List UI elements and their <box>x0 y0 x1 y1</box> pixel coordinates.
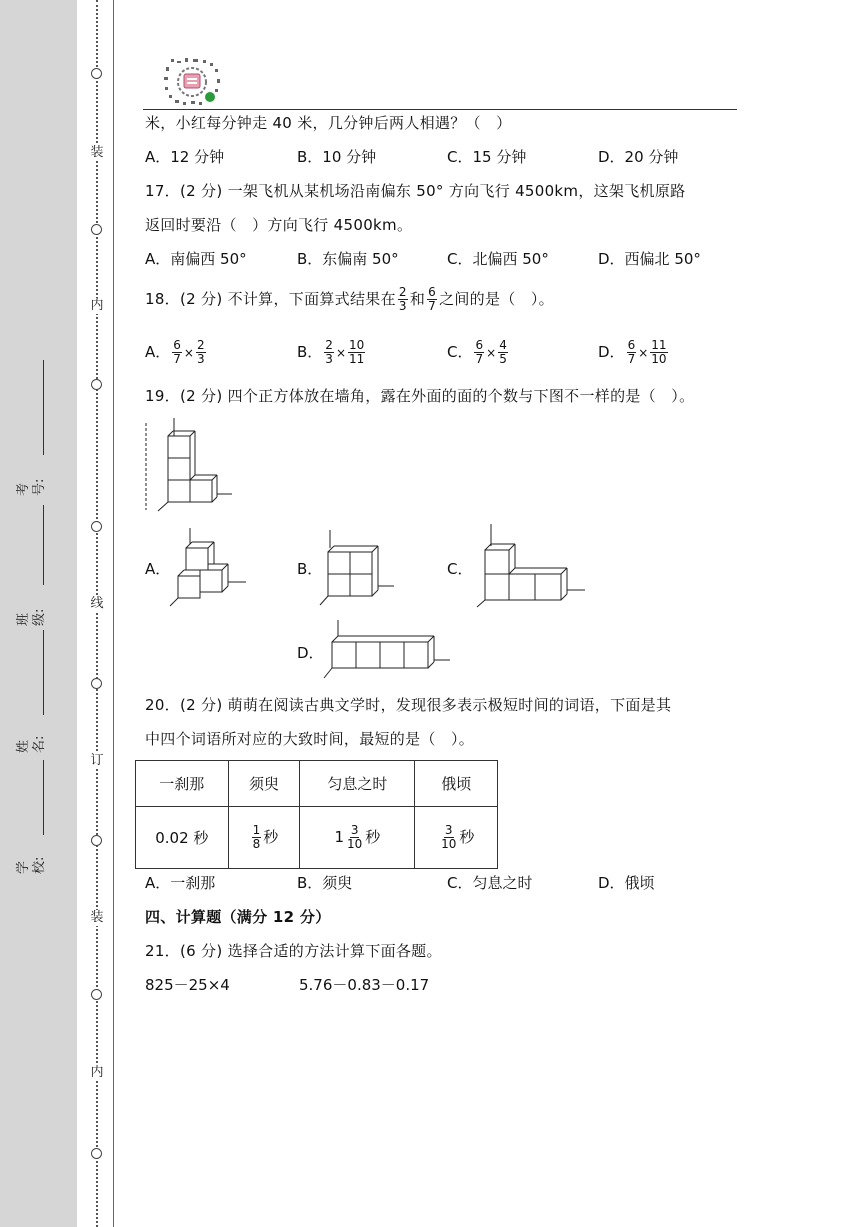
q19-text: 19．(2 分) 四个正方体放在墙角，露在外面的面的个数与下图不一样的是（ ）。 <box>145 387 695 405</box>
school-field[interactable] <box>43 760 44 835</box>
qr-code-icon <box>163 57 223 107</box>
q17-text-line2: 返回时要沿（ ）方向飞行 4500km。 <box>145 216 413 234</box>
q18-fraction-upper: $\frac{6}{7}$ <box>428 285 437 313</box>
q18-option-c[interactable]: C． $\frac{6}{7}$ × $\frac{4}{5}$ <box>447 338 507 366</box>
table-cell: $\frac{3}{10}$ 秒 <box>415 807 498 869</box>
binding-hole-icon <box>91 835 102 846</box>
binding-hole-icon <box>91 678 102 689</box>
school-label: 学校: <box>16 856 47 874</box>
q17-option-a[interactable]: A．南偏西 50° <box>145 250 247 268</box>
q19-option-d-label[interactable]: D． <box>297 644 324 662</box>
table-row <box>136 807 498 869</box>
binding-char: 内 <box>87 298 107 314</box>
q17-text-line1: 17．(2 分) 一架飞机从某机场沿南偏东 50° 方向飞行 4500km，这架飞机原路 <box>145 182 686 200</box>
q18-text-mid: 和 <box>409 290 426 308</box>
q18-text-pre: 18．(2 分) 不计算，下面算式结果在 <box>145 290 396 308</box>
q16-option-a[interactable]: A．12 分钟 <box>145 148 225 166</box>
q18-text-post: 之间的是（ ）。 <box>439 290 554 308</box>
binding-char: 装 <box>87 910 107 926</box>
table-header-cell: 一刹那 <box>136 761 229 807</box>
q16-option-b[interactable]: B．10 分钟 <box>297 148 377 166</box>
binding-strip <box>77 0 113 1227</box>
name-field[interactable] <box>43 630 44 715</box>
q19-option-a-figure[interactable] <box>168 528 253 610</box>
q20-option-d[interactable]: D．俄顷 <box>598 874 655 892</box>
exam-no-field[interactable] <box>43 360 44 455</box>
table-cell: 0.02 秒 <box>136 807 229 869</box>
q21-text: 21．(6 分) 选择合适的方法计算下面各题。 <box>145 942 442 960</box>
q18-option-b[interactable]: B． $\frac{2}{3}$ × $\frac{10}{11}$ <box>297 338 365 366</box>
page-edge-line <box>113 0 114 1227</box>
binding-dotted-line <box>96 0 98 1227</box>
binding-char: 订 <box>87 753 107 769</box>
q19-option-a-label[interactable]: A． <box>145 560 171 578</box>
header-rule <box>143 109 737 110</box>
binding-hole-icon <box>91 1148 102 1159</box>
table-header-cell: 匀息之时 <box>300 761 415 807</box>
q20-time-table <box>135 760 498 869</box>
q19-option-d-figure[interactable] <box>322 620 452 682</box>
binding-hole-icon <box>91 521 102 532</box>
binding-char: 装 <box>87 145 107 161</box>
class-label: 班级: <box>16 608 47 626</box>
q19-option-b-label[interactable]: B． <box>297 560 323 578</box>
q19-reference-cubes-figure <box>140 418 240 513</box>
q21-expression-1: 825－25×4 <box>145 976 230 994</box>
binding-hole-icon <box>91 989 102 1000</box>
q20-option-c[interactable]: C．匀息之时 <box>447 874 533 892</box>
class-field[interactable] <box>43 505 44 585</box>
table-cell: $\frac{1}{8}$ 秒 <box>228 807 300 869</box>
q17-option-d[interactable]: D．西偏北 50° <box>598 250 701 268</box>
binding-char: 内 <box>87 1065 107 1081</box>
q16-option-c[interactable]: C．15 分钟 <box>447 148 527 166</box>
q19-option-c-label[interactable]: C． <box>447 560 473 578</box>
q20-option-a[interactable]: A．一刹那 <box>145 874 216 892</box>
binding-char: 线 <box>87 596 107 612</box>
binding-hole-icon <box>91 224 102 235</box>
table-cell: 1 $\frac{3}{10}$ 秒 <box>300 807 415 869</box>
q21-expression-2: 5.76－0.83－0.17 <box>299 976 430 994</box>
q18-fraction-lower: $\frac{2}{3}$ <box>398 285 407 313</box>
exam-no-label: 考号: <box>16 478 47 496</box>
q20-option-b[interactable]: B．须臾 <box>297 874 353 892</box>
q18-text <box>145 284 554 314</box>
q17-option-c[interactable]: C．北偏西 50° <box>447 250 549 268</box>
q18-option-a[interactable]: A． $\frac{6}{7}$ × $\frac{2}{3}$ <box>145 338 205 366</box>
q19-option-c-figure[interactable] <box>473 524 593 608</box>
q18-option-d[interactable]: D． $\frac{6}{7}$ × $\frac{11}{10}$ <box>598 338 667 366</box>
table-header-cell: 须臾 <box>228 761 300 807</box>
q16-continuation: 米，小红每分钟走 40 米，几分钟后两人相遇？（ ） <box>145 114 512 132</box>
binding-hole-icon <box>91 379 102 390</box>
q19-option-b-figure[interactable] <box>318 530 398 608</box>
name-label: 姓名: <box>16 735 47 753</box>
q17-option-b[interactable]: B．东偏南 50° <box>297 250 399 268</box>
q20-text-line2: 中四个词语所对应的大致时间，最短的是（ ）。 <box>145 730 475 748</box>
table-header-cell: 俄顷 <box>415 761 498 807</box>
q16-option-d[interactable]: D．20 分钟 <box>598 148 679 166</box>
binding-hole-icon <box>91 68 102 79</box>
q20-text-line1: 20．(2 分) 萌萌在阅读古典文学时，发现很多表示极短时间的词语，下面是其 <box>145 696 672 714</box>
table-header-row <box>136 761 498 807</box>
section-4-heading: 四、计算题（满分 12 分） <box>145 908 331 926</box>
